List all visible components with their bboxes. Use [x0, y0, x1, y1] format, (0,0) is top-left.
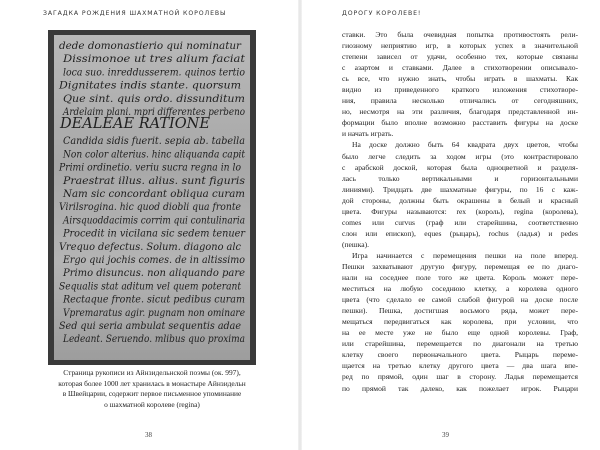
text-line: На доске должно быть 64 квадрата двух цветов, чтобы — [352, 140, 578, 150]
text-line: и начать играть. — [342, 129, 394, 139]
manuscript-line: Virilsrogina. hic quod diobli qua fronte — [59, 202, 241, 214]
page-number-left: 38 — [145, 431, 152, 439]
caption-line: Страница рукописи из Айнзидельнской поэмы (ок. 997), — [63, 368, 241, 377]
manuscript-line: Ledeant. Seruendo. mlibus quo proxima — [62, 334, 246, 346]
manuscript-line: Primo disuncus. non aliquando pare — [62, 268, 245, 280]
manuscript-line: Que sint. quis ordo. dissunditum — [63, 93, 246, 105]
text-line: или старейшина, перемещается по диагонали на третью — [342, 339, 578, 349]
text-line: формации было вполне возможно расставить фигуры на доске — [342, 118, 578, 128]
manuscript-line: Sequalis stat aditum vel quem poterant — [59, 281, 242, 293]
manuscript-line: Procedit in vicilana sic sedem tenuer — [62, 228, 247, 240]
body-text — [342, 29, 578, 394]
text-line: ставки. Это была очевидная попытка противостоять рели- — [342, 30, 578, 39]
text-line: (пешка). — [342, 239, 370, 249]
text-line: было легче следить за ходом игры (это контрастировало — [342, 151, 578, 161]
manuscript-line: Vpremaratus agir. pugnam non ominare — [63, 307, 245, 319]
page-number-right: 39 — [442, 431, 449, 439]
manuscript-line: loca suo. inreddusserem. quinos tertio — [63, 67, 245, 79]
manuscript-line: Candida sidis fuerit. sepia ab. tabella — [63, 136, 245, 148]
photo-caption — [40, 368, 264, 410]
text-line: Игра начинается с перемещения пешки на поле вперед. — [352, 250, 578, 260]
manuscript-text-svg — [54, 35, 250, 360]
text-line: цвета (что сделало ее самой слабой фигурой на доске после — [342, 295, 578, 305]
manuscript-line: Vrequo defectus. Solum. diagono alc — [59, 241, 242, 253]
text-line: по прямой так далеко, как пожелает игрок. Рыцари — [342, 383, 578, 393]
text-line: линиями). Тридцать две шахматные фигуры, по 16 с каж- — [342, 184, 578, 194]
text-line: мещаться передвигаться как королева, при условии, что — [342, 317, 578, 327]
manuscript-page — [54, 35, 250, 360]
text-line: клетку своего первоначального цвета. Рыцарь переме- — [342, 350, 578, 360]
manuscript-line: Dignitates indis stante. quorsum — [57, 80, 241, 92]
text-line: Пешки захватывают другую фигуру, перемещая ее по диаго- — [342, 261, 578, 271]
caption-line: о шахматной королеве (regina) — [104, 399, 200, 409]
text-line: comes или curvus (граф или старейшина, соответственно — [342, 217, 578, 227]
running-head-right: ДОРОГУ КОРОЛЕВЕ! — [342, 10, 422, 17]
text-line: цвета. Фигуры называются: rex (король), regina (королева), — [342, 206, 578, 216]
manuscript-line: Nam sic concordant obliqua curam — [61, 189, 246, 200]
text-line: гиозному неприятию игр, в которых успех в значительной — [342, 41, 578, 51]
manuscript-line: Dissimonoe ut tres alium faciat — [61, 54, 247, 66]
text-line: нали на соседнее поле того же цвета. Король может пере- — [342, 273, 578, 283]
manuscript-line: Airsquoddacimis corrim qui contulinaria — [62, 215, 246, 227]
text-line: пешки). Пешка, достигшая восьмого ряда, может пере- — [342, 306, 578, 316]
text-line: видно из приведенного краткого изложения стихотворе- — [342, 85, 578, 95]
text-line: на ее месте уже не было еще одной королевы. Граф, — [342, 328, 578, 338]
text-line: степени зависел от удачи, особенно тех, которые связаны — [342, 52, 578, 62]
running-head-left: ЗАГАДКА РОЖДЕНИЯ ШАХМАТНОЙ КОРОЛЕВЫ — [43, 10, 227, 17]
text-line: ния, правила несколько отличались от сегодняшних, — [342, 96, 578, 106]
manuscript-photo — [48, 30, 256, 365]
text-line: дой стороны, должны быть окрашены в белый и красный — [342, 195, 578, 205]
manuscript-line: Ergo qui jochis comes. de in altissimo — [62, 255, 245, 266]
right-page — [300, 0, 600, 450]
text-line: но, несмотря на эти различия, благодаря представленной ин- — [342, 107, 578, 117]
manuscript-line: Primi ordinetio. veriu sucra regna in lo — [58, 162, 241, 174]
text-line: слон или епископ), eques (рыцарь), rochus (ладья) и pedes — [342, 228, 578, 238]
text-line: меститься на любую соседнюю клетку, а королева одного — [342, 284, 578, 294]
manuscript-line: dede domonastierio qui nominatur — [59, 41, 243, 52]
text-line: щается на третью клетку другого цвета — два шага впе- — [342, 361, 578, 371]
text-line: сь все, что нужно знать, чтобы играть в шахматы. Как — [342, 74, 578, 84]
caption-line: которая более 1000 лет хранилась в монастыре Айнзидельн — [58, 378, 246, 388]
manuscript-line: Ardelaim plani. mpri differentes perbeno — [62, 107, 246, 118]
manuscript-line: Non color alterius. hinc aliquanda capit — [62, 149, 246, 161]
manuscript-heading: DEALEAE RATIONE — [59, 114, 211, 133]
manuscript-line: Praestrat illus. alius. sunt figuris — [61, 175, 246, 187]
text-line: с азартом и ставками. Далее в стихотворении описывало- — [342, 63, 578, 73]
manuscript-line: Sed qui seria ambulat sequentis adae — [59, 321, 241, 332]
text-line: с арабской доской, которая была одноцветной и разделя- — [342, 162, 578, 172]
manuscript-line: Rectaque fronte. sicut pedibus curam — [62, 294, 245, 306]
text-line: лась только вертикальными и горизонтальными — [342, 173, 578, 183]
caption-line: в Швейцарии, содержит первое письменное упоминание — [62, 389, 242, 399]
text-line: ред по прямой, один шаг в сторону. Ладья перемещается — [342, 372, 578, 382]
